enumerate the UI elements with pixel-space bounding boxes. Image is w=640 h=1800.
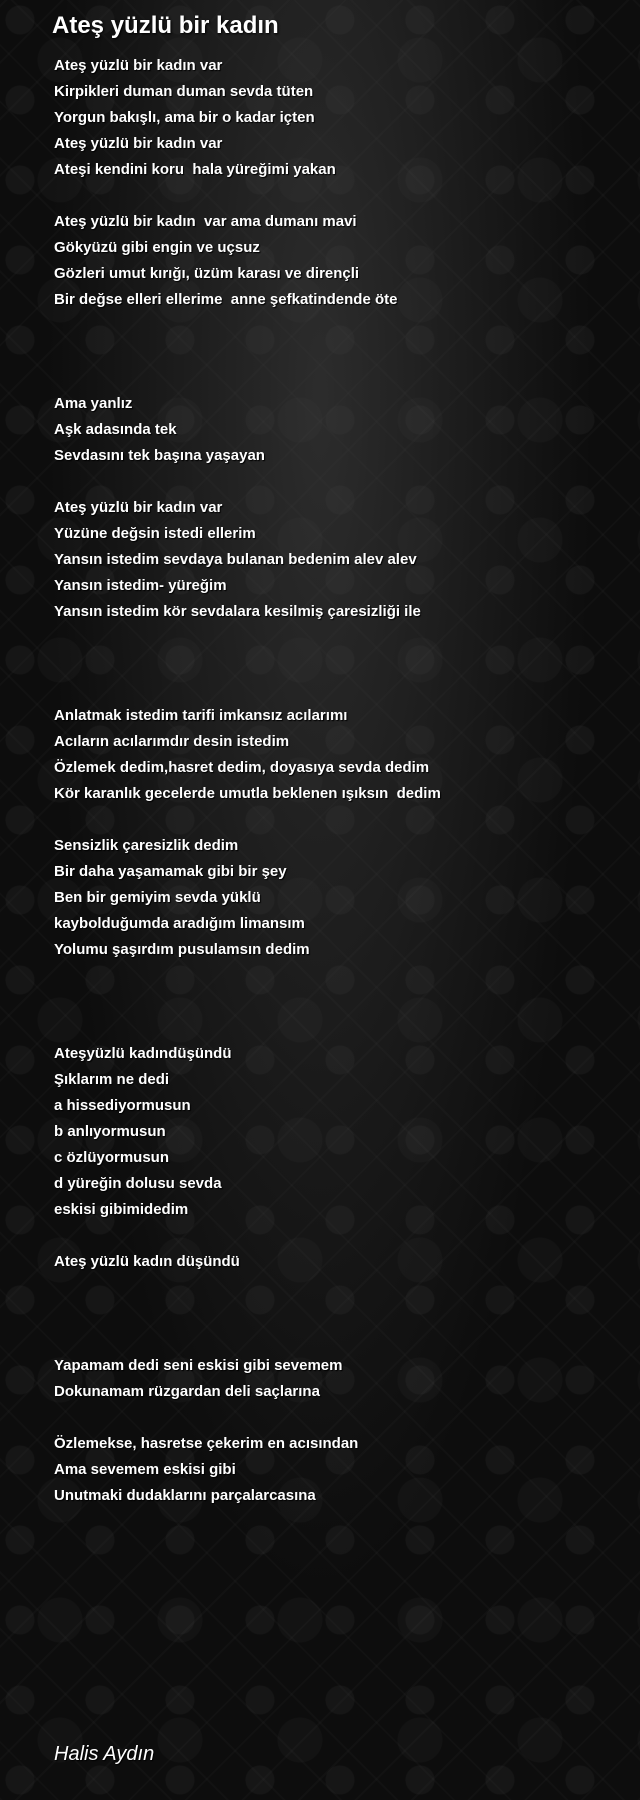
poem-stanza bbox=[54, 1249, 614, 1275]
poem-line: Bir daha yaşamamak gibi bir şey bbox=[54, 863, 287, 880]
stanza-gap bbox=[54, 1223, 614, 1249]
poem-line: Gözleri umut kırığı, üzüm karası ve dirençli bbox=[54, 265, 360, 282]
poem-line: Ateş yüzlü bir kadın var ama dumanı mavi bbox=[54, 213, 357, 230]
poem-line: a hissediyormusun bbox=[54, 1097, 191, 1114]
poem-line: eskisi gibimidedim bbox=[54, 1201, 189, 1218]
poem-stanza bbox=[54, 833, 614, 963]
stanza-gap bbox=[54, 625, 614, 703]
poem-stanza bbox=[54, 1041, 614, 1223]
poem-line: Ateşyüzlü kadındüşündü bbox=[54, 1045, 232, 1062]
poem-line: Ateş yüzlü bir kadın var bbox=[54, 499, 223, 516]
poem-line: Ateşi kendini koru hala yüreğimi yakan bbox=[54, 161, 336, 178]
poem-line: b anlıyormusun bbox=[54, 1123, 166, 1140]
poem-line: Ateş yüzlü kadın düşündü bbox=[54, 1253, 240, 1270]
stanza-gap bbox=[54, 963, 614, 1041]
poem-line: Yolumu şaşırdım pusulamsın dedim bbox=[54, 941, 310, 958]
poem-line: c özlüyormusun bbox=[54, 1149, 170, 1166]
poem-line: Yansın istedim- yüreğim bbox=[54, 577, 227, 594]
poem-title: Ateş yüzlü bir kadın bbox=[52, 12, 279, 39]
poem-stanza bbox=[54, 1353, 614, 1405]
poem-line: Acıların acılarımdır desin istedim bbox=[54, 733, 290, 750]
poem-line: Gökyüzü gibi engin ve uçsuz bbox=[54, 239, 260, 256]
stanza-gap bbox=[54, 183, 614, 209]
stanza-gap bbox=[54, 1275, 614, 1353]
poem-line: Sevdasını tek başına yaşayan bbox=[54, 447, 265, 464]
poem-line: Yansın istedim kör sevdalara kesilmiş çaresizliği ile bbox=[54, 603, 421, 620]
poem-line: Kirpikleri duman duman sevda tüten bbox=[54, 83, 314, 100]
poem-line: Ben bir gemiyim sevda yüklü bbox=[54, 889, 261, 906]
poem-line: Aşk adasında tek bbox=[54, 421, 177, 438]
poem-line: Ateş yüzlü bir kadın var bbox=[54, 135, 223, 152]
poem-line: Bir değse elleri ellerime anne şefkatindende öte bbox=[54, 291, 398, 308]
poem-line: Unutmaki dudaklarını parçalarcasına bbox=[54, 1487, 316, 1504]
poem-line: Ama yanlız bbox=[54, 395, 133, 412]
poem-stanza bbox=[54, 1431, 614, 1509]
stanza-gap bbox=[54, 1405, 614, 1431]
poem-line: Özlemek dedim,hasret dedim, doyasıya sevda dedim bbox=[54, 759, 430, 776]
poem-stanza bbox=[54, 495, 614, 625]
poem-line: Ateş yüzlü bir kadın var bbox=[54, 57, 223, 74]
poem-line: Şıklarım ne dedi bbox=[54, 1071, 170, 1088]
poem-line: Sensizlik çaresizlik dedim bbox=[54, 837, 239, 854]
poem-line: Yorgun bakışlı, ama bir o kadar içten bbox=[54, 109, 315, 126]
poem-line: Yapamam dedi seni eskisi gibi sevemem bbox=[54, 1357, 343, 1374]
poem-line: Yansın istedim sevdaya bulanan bedenim alev alev bbox=[54, 551, 417, 568]
poem-stanza bbox=[54, 53, 614, 183]
poem-line: Anlatmak istedim tarifi imkansız acılarımı bbox=[54, 707, 348, 724]
poem-body bbox=[54, 53, 614, 1509]
poem-stanza bbox=[54, 209, 614, 313]
stanza-gap bbox=[54, 313, 614, 391]
poem-stanza bbox=[54, 391, 614, 469]
poem-line: kaybolduğumda aradığım limansım bbox=[54, 915, 305, 932]
stanza-gap bbox=[54, 469, 614, 495]
poem-line: Özlemekse, hasretse çekerim en acısından bbox=[54, 1435, 359, 1452]
poem-line: Ama sevemem eskisi gibi bbox=[54, 1461, 236, 1478]
poem-line: d yüreğin dolusu sevda bbox=[54, 1175, 222, 1192]
poem-line: Kör karanlık gecelerde umutla beklenen ışıksın dedim bbox=[54, 785, 441, 802]
stanza-gap bbox=[54, 807, 614, 833]
poem-line: Yüzüne değsin istedi ellerim bbox=[54, 525, 256, 542]
poem-stanza bbox=[54, 703, 614, 807]
poem-author: Halis Aydın bbox=[54, 1743, 155, 1765]
poem-line: Dokunamam rüzgardan deli saçlarına bbox=[54, 1383, 320, 1400]
